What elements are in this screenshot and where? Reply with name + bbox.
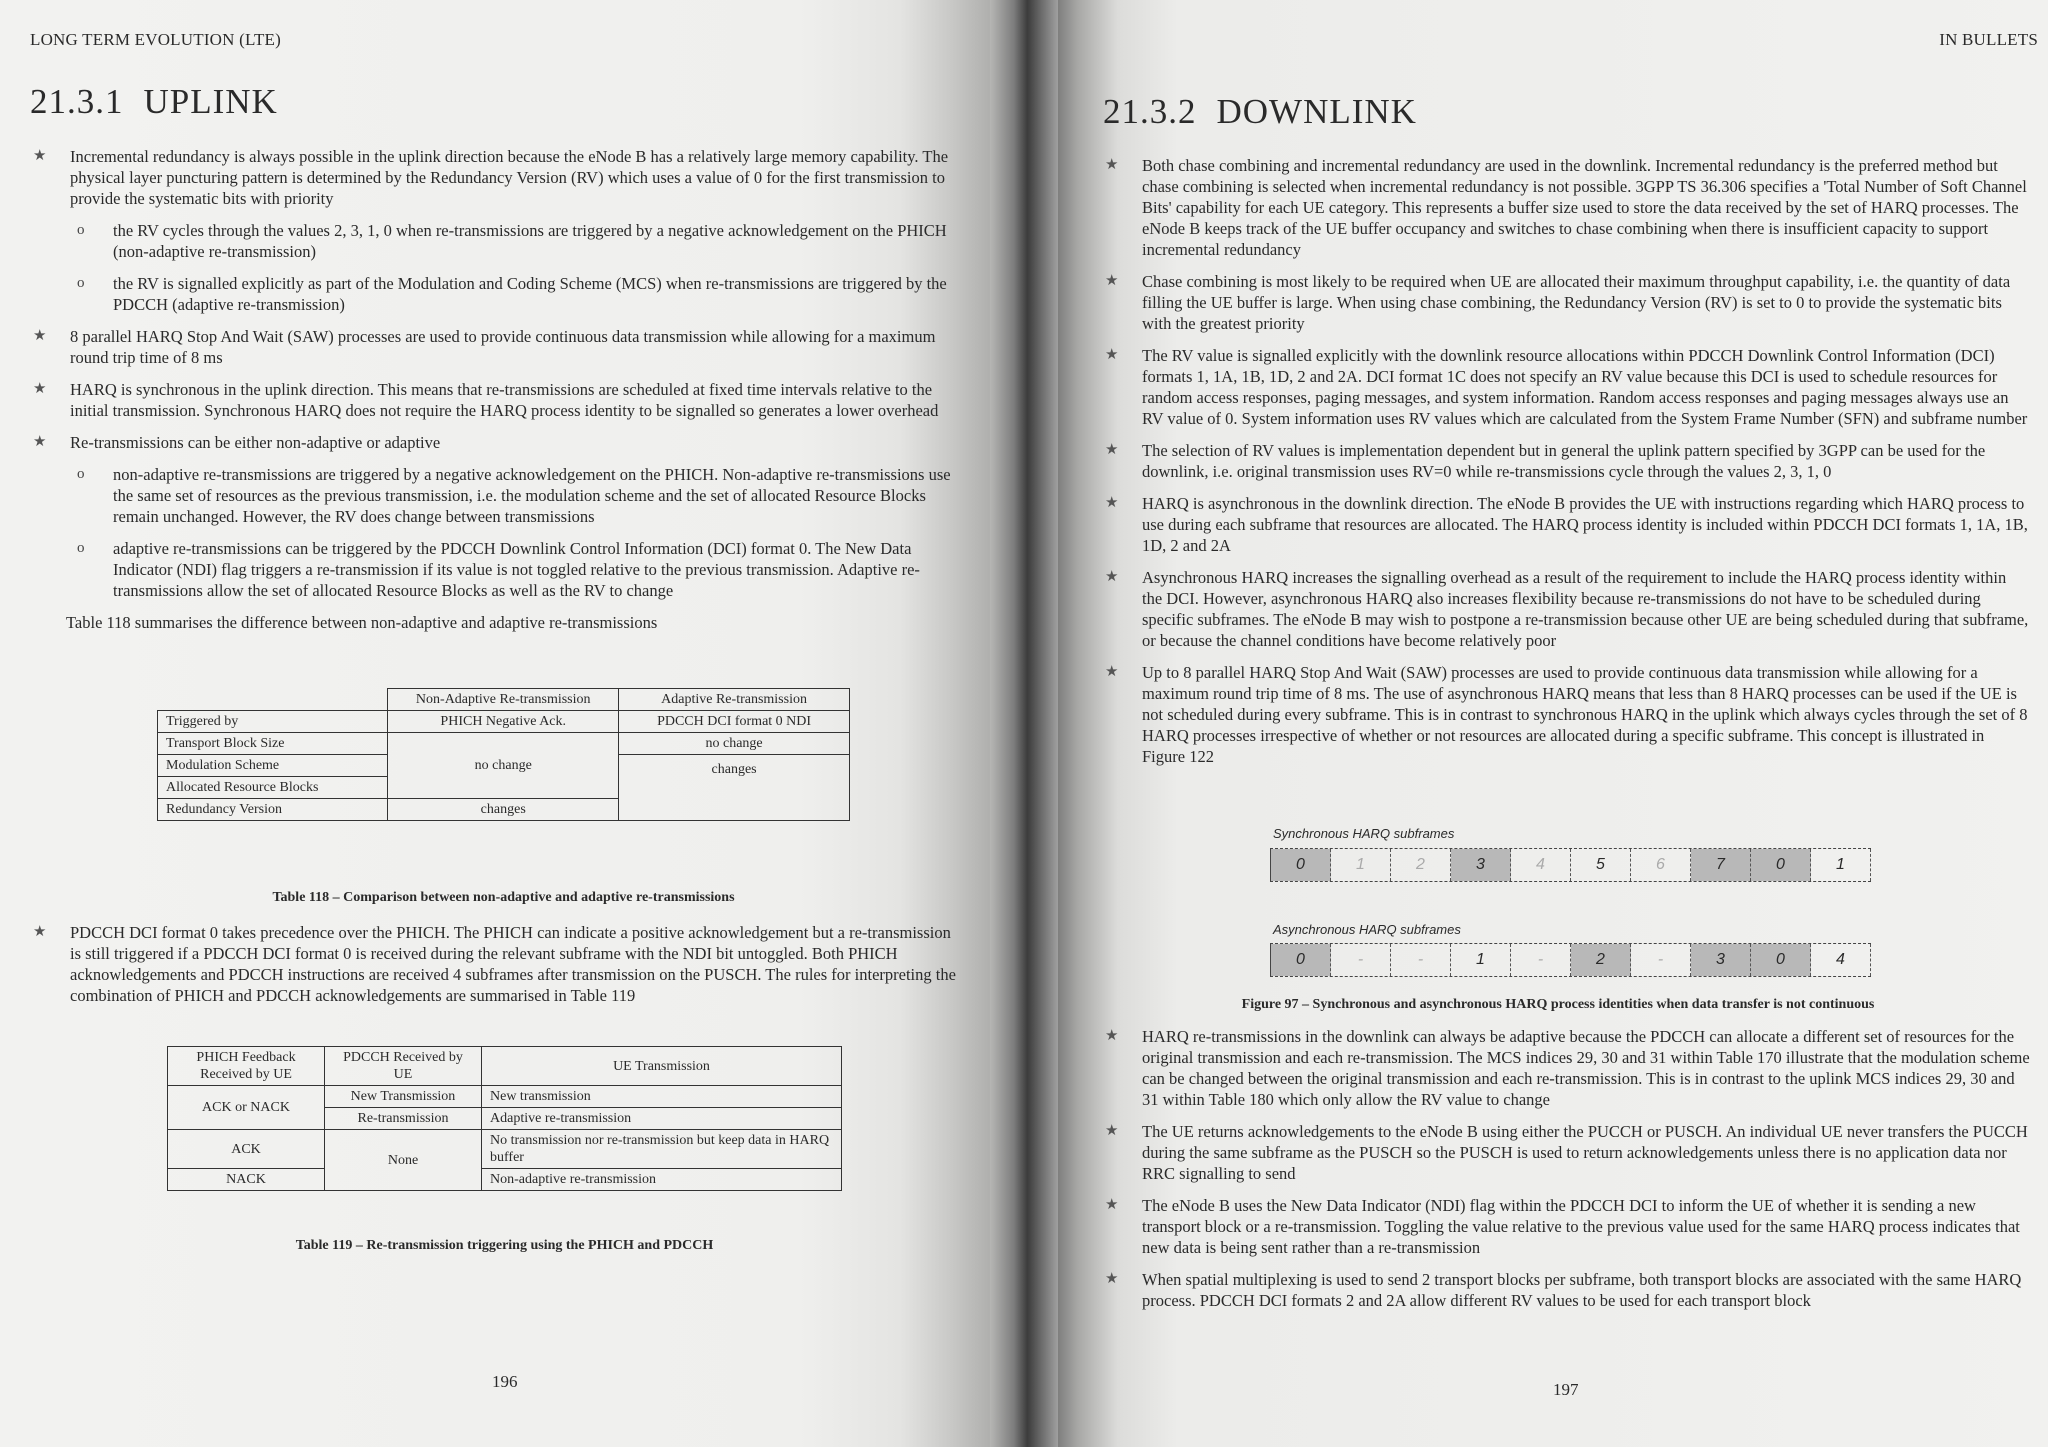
star-bullet-icon: ★ (1105, 664, 1119, 680)
harq-subframe: 1 (1331, 849, 1391, 881)
harq-subframe: 2 (1571, 944, 1631, 976)
table-cell: changes (619, 755, 850, 821)
circle-bullet-icon: o (77, 275, 85, 291)
harq-subframe: 1 (1811, 849, 1871, 881)
page-number-left: 196 (492, 1372, 518, 1391)
harq-subframe: 3 (1451, 849, 1511, 881)
harq-subframe: 0 (1751, 849, 1811, 881)
harq-subframe: 4 (1811, 944, 1871, 976)
star-bullet-icon: ★ (1105, 569, 1119, 585)
bullet-item: ★ Incremental redundancy is always possible in the uplink direction because the eNode B has a relatively large memory capability. The physical layer puncturing pattern is determined by the Redundancy Version (RV) which uses a value of 0 for the first transmission to provide the systematic bits with priority (33, 147, 949, 208)
sync-harq-row (1270, 848, 1871, 882)
bullet-item: ★ Re-transmissions can be either non-adaptive or adaptive (33, 433, 441, 452)
downlink-bullets (1105, 155, 2030, 778)
harq-subframe: 7 (1691, 849, 1751, 881)
harq-subframe: 3 (1691, 944, 1751, 976)
row-label: Allocated Resource Blocks (158, 777, 388, 799)
table119-caption: Table 119 – Re-transmission triggering using the PHICH and PDCCH (295, 1238, 714, 1253)
table-cell: PDCCH DCI format 0 NDI (619, 711, 850, 733)
async-harq-label: Asynchronous HARQ subframes (1273, 922, 1461, 937)
star-bullet-icon: ★ (1105, 1028, 1119, 1044)
header-non-adaptive: Non-Adaptive Re-transmission (388, 689, 619, 711)
bullet-item: ★ The eNode B uses the New Data Indicator (NDI) flag within the PDCCH DCI to inform the UE of whether it is sending a new transport block or a re-transmission. Toggling the value relative to the previous value used for the same HARQ process indicates that new data is being sent rather than a re-transmission (1105, 1196, 2020, 1257)
star-bullet-icon: ★ (1105, 1123, 1119, 1139)
row-label: Transport Block Size (158, 733, 388, 755)
bullet-item: ★ Up to 8 parallel HARQ Stop And Wait (SAW) processes are used to provide continuous data transmission while allowing for a maximum round trip time of 8 ms. The use of asynchronous HARQ means that less than 8 HARQ processes can be used if the UE is not scheduled during every subframe. This is in contrast to synchronous HARQ in the uplink which always cycles through the set of 8 HARQ processes irrespective of whether or not resources are allocated during a specific subframe. This concept is illustrated in Figure 122 (1105, 663, 2028, 766)
harq-subframe: 4 (1511, 849, 1571, 881)
bullet-item: ★ Both chase combining and incremental redundancy are used in the downlink. Incremental redundancy is the preferred method but chase combining is selected when incremental redundancy is not possible. 3GPP TS 36.306 specifies a 'Total Number of Soft Channel Bits' capability for each UE category. This represents a buffer size used to store the data received by the set of HARQ processes. The eNode B keeps track of the UE buffer occupancy and switches to chase combining when there is insufficient capacity to support incremental redundancy (1105, 156, 2027, 259)
table-cell: No transmission nor re-transmission but keep data in HARQ buffer (482, 1130, 842, 1169)
star-bullet-icon: ★ (33, 924, 47, 940)
star-bullet-icon: ★ (1105, 1197, 1119, 1213)
harq-subframe: - (1331, 944, 1391, 976)
section-number: 21.3.1 (30, 82, 124, 121)
harq-subframe: 1 (1451, 944, 1511, 976)
running-head-left: LONG TERM EVOLUTION (LTE) (30, 30, 281, 49)
pdcch-bullet (33, 922, 958, 1017)
right-page (1048, 0, 2048, 1447)
table-header: PDCCH Received by UE (325, 1047, 482, 1086)
bullet-item: ★ The selection of RV values is implementation dependent but in general the uplink pattern specified by 3GPP can be used for the downlink, i.e. original transmission uses RV=0 while re-transmissions cycle through the values 2, 3, 1, 0 (1105, 441, 1986, 481)
table-118 (157, 688, 850, 821)
star-bullet-icon: ★ (1105, 347, 1119, 363)
table-cell: ACK or NACK (168, 1086, 325, 1130)
table-cell: no change (619, 733, 850, 755)
page-number-right: 197 (1553, 1380, 1579, 1399)
star-bullet-icon: ★ (33, 148, 47, 164)
bullet-item: ★ HARQ is synchronous in the uplink direction. This means that re-transmissions are scheduled at fixed time intervals relative to the initial transmission. Synchronous HARQ does not require the HARQ process identity to be signalled so generates a lower overhead (33, 380, 939, 420)
table-cell: PHICH Negative Ack. (388, 711, 619, 733)
bullet-item: ★ PDCCH DCI format 0 takes precedence over the PHICH. The PHICH can indicate a positive acknowledgement but a re-transmission is still triggered if a PDCCH DCI format 0 is received during the relevant subframe with the NDI bit untoggled. Both PHICH acknowledgements and PDCCH instructions are received 4 subframes after transmission on the PUSCH. The rules for interpreting the combination of PHICH and PDCCH acknowledgements are summarised in Table 119 (33, 923, 956, 1005)
circle-bullet-icon: o (77, 222, 85, 238)
table-cell: New Transmission (325, 1086, 482, 1108)
star-bullet-icon: ★ (1105, 157, 1119, 173)
circle-bullet-icon: o (77, 540, 85, 556)
table-cell: no change (388, 733, 619, 799)
star-bullet-icon: ★ (33, 434, 47, 450)
bullet-item: ★ HARQ is asynchronous in the downlink direction. The eNode B provides the UE with instructions regarding which HARQ process to use during each subframe that resources are allocated. The HARQ process identity is included within PDCCH DCI formats 1, 1A, 1B, 1D, 2 and 2A (1105, 494, 2028, 555)
bullet-item: ★ 8 parallel HARQ Stop And Wait (SAW) processes are used to provide continuous data transmission while allowing for a maximum round trip time of 8 ms (33, 327, 936, 367)
table-cell: ACK (168, 1130, 325, 1169)
star-bullet-icon: ★ (1105, 1271, 1119, 1287)
table-cell: None (325, 1130, 482, 1191)
table-cell: Non-adaptive re-transmission (482, 1169, 842, 1191)
sub-bullet-item: o the RV is signalled explicitly as part of the Modulation and Coding Scheme (MCS) when re-transmissions are triggered by the PDCCH (adaptive re-transmission) (77, 274, 947, 314)
table-cell: Re-transmission (325, 1108, 482, 1130)
bullet-item: ★ Asynchronous HARQ increases the signalling overhead as a result of the requirement to include the HARQ process identity within the DCI. However, asynchronous HARQ also increases flexibility because re-transmissions do not have to be scheduled during specific subframes. The eNode B may wish to postpone a re-transmission because other UE are being scheduled during that subframe, or because the channel conditions have become relatively poor (1105, 568, 2029, 650)
table-cell: Adaptive re-transmission (482, 1108, 842, 1130)
running-head-right: IN BULLETS (1939, 30, 2038, 49)
star-bullet-icon: ★ (33, 381, 47, 397)
circle-bullet-icon: o (77, 466, 85, 482)
harq-subframe: - (1631, 944, 1691, 976)
row-label: Triggered by (158, 711, 388, 733)
harq-subframe: 0 (1271, 944, 1331, 976)
table-header: PHICH Feedback Received by UE (168, 1047, 325, 1086)
harq-subframe: 5 (1571, 849, 1631, 881)
bullet-item: ★ HARQ re-transmissions in the downlink can always be adaptive because the PDCCH can allocate a different set of resources for the original transmission and each re-transmission. The MCS indices 29, 30 and 31 within Table 170 illustrate that the modulation scheme can be changed between the original transmission and each re-transmission. This is in contrast to the uplink MCS indices 29, 30 and 31 within Table 180 which only allow the RV value to change (1105, 1027, 2030, 1109)
bullet-item: ★ When spatial multiplexing is used to send 2 transport blocks per subframe, both transport blocks are associated with the same HARQ process. PDCCH DCI formats 2 and 2A allow different RV values to be used for each transport block (1105, 1270, 2022, 1310)
section-title-downlink (1103, 92, 1417, 132)
bullet-item: ★ Chase combining is most likely to be required when UE are allocated their maximum throughput capability, i.e. the quantity of data filling the UE buffer is large. When using chase combining, the Redundancy Version (RV) is set to 0 to provide the systematic bits with the greatest priority (1105, 272, 2011, 333)
bullet-item: ★ The UE returns acknowledgements to the eNode B using either the PUCCH or PUSCH. An individual UE never transfers the PUCCH during the same subframe as the PUSCH so the PUSCH is used to return acknowledgements unless there is no application data nor RRC signalling to send (1105, 1122, 2028, 1183)
harq-subframe: 2 (1391, 849, 1451, 881)
section-heading: UPLINK (143, 82, 278, 121)
sub-bullet-item: o non-adaptive re-transmissions are triggered by a negative acknowledgement on the PHICH. Non-adaptive re-transmissions use the same set of resources as the previous transmission, i.e. the modulation scheme and the set of allocated Resource Blocks remain unchanged. However, the RV does change between transmissions (77, 465, 951, 526)
star-bullet-icon: ★ (1105, 442, 1119, 458)
star-bullet-icon: ★ (1105, 495, 1119, 511)
table118-intro: Table 118 summarises the difference between non-adaptive and adaptive re-transmissions (66, 613, 658, 632)
table-header: UE Transmission (482, 1047, 842, 1086)
downlink-bullets-2 (1105, 1026, 2030, 1322)
section-heading: DOWNLINK (1216, 92, 1417, 131)
harq-subframe: 0 (1271, 849, 1331, 881)
left-page (0, 0, 1000, 1447)
table-cell: New transmission (482, 1086, 842, 1108)
section-title-uplink (30, 82, 278, 122)
section-number: 21.3.2 (1103, 92, 1197, 131)
star-bullet-icon: ★ (1105, 273, 1119, 289)
table-cell: NACK (168, 1169, 325, 1191)
book-gutter (990, 0, 1058, 1447)
harq-subframe: 0 (1751, 944, 1811, 976)
async-harq-row (1270, 943, 1871, 977)
sub-bullet-item: o the RV cycles through the values 2, 3, 1, 0 when re-transmissions are triggered by a negative acknowledgement on the PHICH (non-adaptive re-transmission) (77, 221, 947, 261)
figure-caption: Figure 97 – Synchronous and asynchronous HARQ process identities when data transfer is not continuous (1241, 997, 1875, 1012)
table-119 (167, 1046, 842, 1191)
bullet-item: ★ The RV value is signalled explicitly with the downlink resource allocations within PDCCH Downlink Control Information (DCI) formats 1, 1A, 1B, 1D, 2 and 2A. DCI format 1C does not specify an RV value because this DCI is used to schedule resources for random access responses, paging messages, and system information. Random access responses and paging messages always use an RV value of 0. System information uses RV values which are calculated from the System Frame Number (SFN) and subframe number (1105, 346, 2028, 428)
sync-harq-label: Synchronous HARQ subframes (1273, 826, 1455, 841)
harq-subframe: - (1391, 944, 1451, 976)
row-label: Modulation Scheme (158, 755, 388, 777)
sub-bullet-item: o adaptive re-transmissions can be triggered by the PDCCH Downlink Control Information (DCI) format 0. The New Data Indicator (NDI) flag triggers a re-transmission if its value is not toggled relative to the previous transmission. Adaptive re-transmissions allow the set of allocated Resource Blocks as well as the RV to change (77, 539, 920, 600)
header-adaptive: Adaptive Re-transmission (619, 689, 850, 711)
table118-caption: Table 118 – Comparison between non-adaptive and adaptive re-transmissions (272, 890, 735, 905)
harq-subframe: - (1511, 944, 1571, 976)
harq-subframe: 6 (1631, 849, 1691, 881)
uplink-bullets (33, 146, 958, 643)
row-label: Redundancy Version (158, 799, 388, 821)
table-cell: changes (388, 799, 619, 821)
star-bullet-icon: ★ (33, 328, 47, 344)
